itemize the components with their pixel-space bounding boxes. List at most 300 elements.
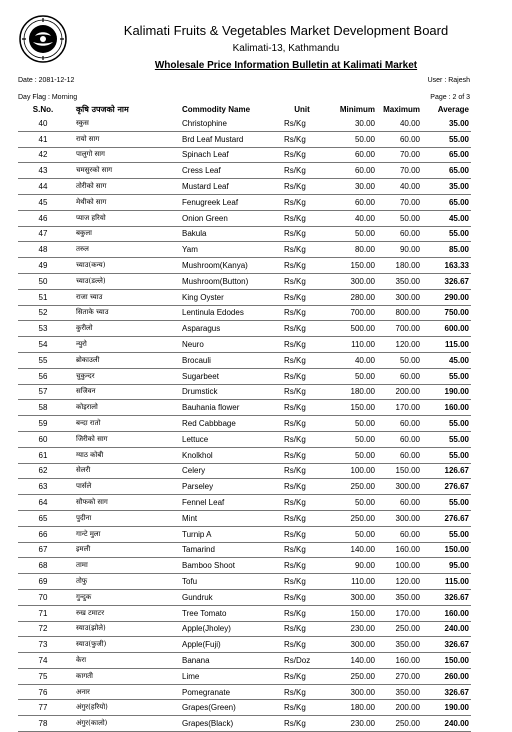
cell-average: 240.00: [444, 624, 469, 634]
cell-average: 55.00: [448, 371, 469, 381]
cell-average: 65.00: [448, 197, 469, 207]
cell-minimum: 110.00: [351, 340, 375, 350]
cell-commodity: Apple(Jholey): [182, 624, 231, 634]
cell-average: 326.67: [444, 592, 469, 602]
table-row: [18, 131, 471, 147]
cell-average: 85.00: [448, 245, 469, 255]
cell-maximum: 70.00: [399, 166, 420, 176]
cell-maximum: 70.00: [399, 150, 420, 160]
cell-average: 65.00: [448, 166, 469, 176]
cell-average: 115.00: [444, 577, 469, 586]
cell-nepali-name: केरा: [76, 655, 87, 664]
cell-unit: Rs/Kg: [284, 292, 306, 302]
cell-average: 326.67: [444, 640, 469, 650]
col-header-commodity: Commodity Name: [182, 105, 251, 114]
cell-average: 750.00: [444, 308, 469, 318]
cell-minimum: 140.00: [350, 655, 375, 665]
cell-average: 160.00: [444, 403, 469, 413]
cell-unit: Rs/Kg: [284, 118, 306, 128]
cell-sno: 68: [38, 561, 48, 571]
cell-sno: 75: [38, 671, 48, 681]
cell-minimum: 150.00: [350, 261, 375, 271]
cell-commodity: Brocauli: [182, 355, 211, 365]
table-row: [18, 510, 471, 526]
table-row: [18, 668, 471, 684]
cell-unit: Rs/Doz: [284, 655, 311, 665]
table-row: [18, 210, 471, 226]
cell-nepali-name: ब्रोकाउली: [76, 355, 100, 364]
cell-maximum: 120.00: [395, 340, 420, 350]
cell-maximum: 270.00: [395, 671, 420, 681]
cell-commodity: Mint: [182, 513, 198, 523]
cell-average: 276.67: [444, 482, 469, 492]
cell-minimum: 50.00: [354, 498, 375, 508]
cell-minimum: 50.00: [354, 419, 375, 429]
cell-nepali-name: च्याउ(कन्य): [76, 261, 106, 270]
cell-maximum: 250.00: [395, 719, 420, 729]
report-user: User : Rajesh: [427, 77, 470, 84]
cell-commodity: Bakula: [182, 229, 207, 239]
cell-unit: Rs/Kg: [284, 498, 306, 508]
cell-nepali-name: मेथीको साग: [76, 197, 107, 206]
table-row: [18, 273, 471, 289]
cell-nepali-name: तोरीको साग: [76, 182, 107, 191]
cell-sno: 41: [38, 134, 48, 144]
cell-average: 65.00: [448, 150, 469, 160]
cell-commodity: Grapes(Black): [182, 719, 234, 729]
cell-sno: 55: [38, 355, 48, 365]
cell-minimum: 50.00: [354, 134, 375, 144]
cell-sno: 73: [38, 640, 48, 650]
cell-unit: Rs/Kg: [284, 245, 306, 255]
cell-nepali-name: सिताके च्याउ: [76, 308, 109, 317]
cell-nepali-name: सौफको साग: [76, 498, 108, 507]
cell-average: 115.00: [444, 340, 469, 350]
cell-commodity: Fenugreek Leaf: [182, 197, 239, 207]
cell-average: 126.67: [444, 466, 469, 476]
cell-maximum: 170.00: [395, 403, 420, 413]
table-row: [18, 479, 471, 495]
table-row: [18, 368, 471, 384]
cell-average: 600.00: [444, 324, 469, 334]
cell-maximum: 160.00: [395, 655, 420, 665]
cell-minimum: 30.00: [354, 118, 375, 128]
cell-maximum: 60.00: [399, 419, 420, 429]
cell-maximum: 300.00: [395, 513, 420, 523]
cell-average: 55.00: [448, 419, 469, 429]
cell-commodity: Brd Leaf Mustard: [182, 134, 244, 144]
table-row: [18, 116, 471, 131]
cell-commodity: Cress Leaf: [182, 166, 221, 176]
cell-unit: Rs/Kg: [284, 403, 306, 413]
cell-sno: 56: [38, 371, 48, 381]
cell-commodity: Bauhania flower: [182, 403, 240, 413]
cell-minimum: 300.00: [350, 592, 375, 602]
cell-sno: 58: [38, 403, 48, 413]
cell-maximum: 60.00: [399, 134, 420, 144]
cell-minimum: 90.00: [354, 561, 375, 571]
page-number: Page : 2 of 3: [430, 94, 470, 101]
cell-unit: Rs/Kg: [284, 419, 306, 429]
cell-nepali-name: गान्टे मुला: [76, 529, 101, 538]
table-row: [18, 258, 471, 274]
cell-nepali-name: तरुल: [76, 245, 89, 254]
cell-unit: Rs/Kg: [284, 513, 306, 523]
cell-sno: 65: [38, 513, 48, 523]
cell-nepali-name: न्युरो: [76, 340, 87, 349]
cell-nepali-name: रायो साग: [76, 134, 100, 143]
table-row: [18, 621, 471, 637]
cell-nepali-name: गुन्दुक: [76, 592, 92, 601]
document-header: [60, 22, 512, 73]
cell-commodity: Spinach Leaf: [182, 150, 229, 160]
cell-nepali-name: पुदीना: [76, 513, 92, 522]
cell-nepali-name: तोफु: [76, 577, 88, 585]
cell-minimum: 40.00: [354, 213, 375, 223]
cell-sno: 66: [38, 529, 48, 539]
cell-unit: Rs/Kg: [284, 340, 306, 350]
cell-nepali-name: इमली: [76, 545, 91, 554]
cell-commodity: Banana: [182, 655, 210, 665]
cell-maximum: 60.00: [399, 371, 420, 381]
cell-maximum: 350.00: [395, 592, 420, 602]
cell-commodity: Christophine: [182, 118, 227, 128]
cell-commodity: Lettuce: [182, 434, 209, 444]
cell-nepali-name: अनार: [76, 687, 90, 696]
cell-unit: Rs/Kg: [284, 134, 306, 144]
cell-unit: Rs/Kg: [284, 703, 306, 713]
cell-sno: 77: [38, 703, 48, 713]
cell-maximum: 350.00: [395, 687, 420, 697]
cell-unit: Rs/Kg: [284, 229, 306, 239]
table-row: [18, 431, 471, 447]
cell-sno: 62: [38, 466, 48, 476]
table-row: [18, 242, 471, 258]
cell-minimum: 500.00: [350, 324, 375, 334]
report-date: Date : 2081-12-12: [18, 77, 75, 84]
cell-nepali-name: सेलरी: [76, 466, 91, 475]
cell-average: 55.00: [448, 134, 469, 144]
cell-maximum: 50.00: [399, 355, 420, 365]
cell-average: 95.00: [448, 561, 469, 571]
cell-minimum: 300.00: [350, 276, 375, 286]
board-address: Kalimati-13, Kathmandu: [232, 43, 340, 54]
cell-commodity: Pomegranate: [182, 687, 231, 697]
cell-maximum: 40.00: [399, 118, 420, 128]
cell-unit: Rs/Kg: [284, 182, 306, 192]
table-row: [18, 147, 471, 163]
cell-sno: 69: [38, 577, 48, 586]
cell-nepali-name: बकुला: [76, 229, 92, 238]
cell-minimum: 700.00: [350, 308, 375, 318]
cell-average: 260.00: [444, 671, 469, 681]
cell-nepali-name: सजिवन: [76, 387, 96, 396]
cell-average: 55.00: [448, 498, 469, 508]
cell-minimum: 30.00: [354, 182, 375, 192]
cell-unit: Rs/Kg: [284, 687, 306, 697]
cell-minimum: 150.00: [350, 403, 375, 413]
cell-minimum: 60.00: [354, 150, 375, 160]
table-row: [18, 495, 471, 511]
cell-sno: 40: [38, 118, 48, 128]
col-header-unit: Unit: [294, 105, 310, 114]
table-row: [18, 384, 471, 400]
cell-minimum: 180.00: [350, 387, 375, 397]
cell-sno: 74: [38, 655, 48, 665]
cell-commodity: Red Cabbbage: [182, 419, 236, 429]
cell-commodity: Parseley: [182, 482, 214, 492]
cell-sno: 59: [38, 419, 48, 429]
cell-minimum: 150.00: [350, 608, 375, 618]
cell-unit: Rs/Kg: [284, 261, 306, 271]
cell-nepali-name: पार्सले: [76, 482, 92, 491]
table-row: [18, 416, 471, 432]
cell-maximum: 60.00: [399, 229, 420, 239]
cell-commodity: Lime: [182, 671, 200, 681]
cell-nepali-name: स्याउ(फुजी): [76, 640, 107, 649]
cell-maximum: 60.00: [399, 434, 420, 444]
cell-nepali-name: स्कुस: [76, 118, 89, 127]
cell-minimum: 300.00: [350, 640, 375, 650]
cell-unit: Rs/Kg: [284, 324, 306, 334]
cell-minimum: 40.00: [354, 355, 375, 365]
table-row: [18, 684, 471, 700]
col-header-minimum: Minimum: [339, 105, 375, 114]
cell-maximum: 60.00: [399, 529, 420, 539]
cell-average: 326.67: [444, 276, 469, 286]
cell-unit: Rs/Kg: [284, 719, 306, 729]
cell-average: 276.67: [444, 513, 469, 523]
cell-sno: 47: [38, 229, 48, 239]
table-row: [18, 542, 471, 558]
cell-nepali-name: चमसुरको साग: [76, 166, 113, 175]
cell-average: 150.00: [444, 655, 469, 665]
cell-sno: 53: [38, 324, 48, 334]
cell-maximum: 40.00: [399, 182, 420, 192]
cell-nepali-name: जिरीको साग: [76, 434, 108, 443]
col-header-average: Average: [437, 105, 469, 114]
cell-sno: 51: [38, 292, 48, 302]
cell-sno: 43: [38, 166, 48, 176]
cell-sno: 46: [38, 213, 48, 223]
table-row: [18, 716, 471, 732]
bulletin-title: Wholesale Price Information Bulletin at Kalimati Market: [154, 60, 418, 71]
cell-sno: 49: [38, 261, 48, 271]
cell-average: 35.00: [448, 182, 469, 192]
cell-unit: Rs/Kg: [284, 592, 306, 602]
cell-sno: 72: [38, 624, 48, 634]
cell-unit: Rs/Kg: [284, 671, 306, 681]
cell-average: 55.00: [448, 529, 469, 539]
cell-average: 55.00: [448, 450, 469, 460]
cell-commodity: Tamarind: [182, 545, 215, 555]
cell-sno: 67: [38, 545, 48, 555]
cell-commodity: Fennel Leaf: [182, 498, 225, 508]
cell-unit: Rs/Kg: [284, 466, 306, 476]
col-header-maximum: Maximum: [383, 105, 420, 114]
cell-maximum: 160.00: [395, 545, 420, 555]
cell-nepali-name: प्याज हरियो: [76, 213, 106, 222]
cell-average: 240.00: [444, 719, 469, 729]
cell-minimum: 250.00: [350, 482, 375, 492]
table-row: [18, 653, 471, 669]
cell-nepali-name: अंगुर(कालो): [76, 719, 108, 728]
table-row: [18, 400, 471, 416]
cell-maximum: 60.00: [399, 450, 420, 460]
cell-average: 326.67: [444, 687, 469, 697]
cell-maximum: 350.00: [395, 640, 420, 650]
table-row: [18, 463, 471, 479]
cell-minimum: 280.00: [350, 292, 375, 302]
cell-unit: Rs/Kg: [284, 166, 306, 176]
cell-unit: Rs/Kg: [284, 276, 306, 286]
cell-maximum: 50.00: [399, 213, 420, 223]
cell-commodity: Neuro: [182, 340, 204, 350]
cell-commodity: Apple(Fuji): [182, 640, 221, 650]
cell-unit: Rs/Kg: [284, 387, 306, 397]
cell-minimum: 300.00: [350, 687, 375, 697]
cell-maximum: 100.00: [395, 561, 420, 571]
cell-average: 45.00: [448, 355, 469, 365]
table-row: [18, 194, 471, 210]
cell-minimum: 100.00: [350, 466, 375, 476]
cell-average: 150.00: [444, 545, 469, 555]
cell-commodity: King Oyster: [182, 292, 224, 302]
cell-unit: Rs/Kg: [284, 213, 306, 223]
cell-minimum: 250.00: [350, 513, 375, 523]
cell-commodity: Sugarbeet: [182, 371, 219, 381]
cell-nepali-name: कुरीलो: [76, 324, 93, 333]
cell-sno: 48: [38, 245, 48, 255]
col-header-nepali-name: कृषि उपजको नाम: [76, 105, 129, 114]
cell-unit: Rs/Kg: [284, 450, 306, 460]
cell-minimum: 50.00: [354, 450, 375, 460]
cell-maximum: 200.00: [395, 703, 420, 713]
cell-minimum: 110.00: [351, 577, 375, 586]
table-row: [18, 700, 471, 716]
cell-maximum: 700.00: [395, 324, 420, 334]
cell-sno: 71: [38, 608, 48, 618]
day-flag: Day Flag : Morning: [18, 94, 78, 101]
table-row: [18, 163, 471, 179]
cell-sno: 45: [38, 197, 48, 207]
cell-unit: Rs/Kg: [284, 355, 306, 365]
cell-commodity: Yam: [182, 245, 198, 255]
price-table: [18, 103, 471, 732]
cell-maximum: 200.00: [395, 387, 420, 397]
table-row: [18, 574, 471, 590]
cell-commodity: Gundruk: [182, 592, 213, 602]
cell-maximum: 70.00: [399, 197, 420, 207]
cell-average: 163.33: [444, 261, 469, 271]
table-row: [18, 558, 471, 574]
cell-commodity: Grapes(Green): [182, 703, 236, 713]
cell-commodity: Celery: [182, 466, 206, 476]
cell-unit: Rs/Kg: [284, 434, 306, 444]
cell-unit: Rs/Kg: [284, 545, 306, 555]
table-row: [18, 352, 471, 368]
cell-unit: Rs/Kg: [284, 640, 306, 650]
price-table-body: [18, 116, 471, 732]
cell-nepali-name: राजा च्याउ: [76, 292, 103, 301]
cell-nepali-name: तामा: [76, 561, 88, 570]
cell-nepali-name: ग्याठ कोबी: [76, 450, 104, 459]
table-row: [18, 321, 471, 337]
cell-maximum: 180.00: [395, 261, 420, 271]
cell-average: 55.00: [448, 434, 469, 444]
cell-commodity: Mustard Leaf: [182, 182, 229, 192]
cell-nepali-name: बन्दा रातो: [76, 419, 101, 428]
cell-sno: 42: [38, 150, 48, 160]
table-row: [18, 179, 471, 195]
cell-unit: Rs/Kg: [284, 482, 306, 492]
cell-nepali-name: अंगुर(हरियो): [76, 703, 108, 712]
cell-minimum: 180.00: [350, 703, 375, 713]
cell-commodity: Tofu: [182, 577, 198, 586]
cell-minimum: 60.00: [354, 166, 375, 176]
cell-unit: Rs/Kg: [284, 308, 306, 318]
cell-commodity: Onion Green: [182, 213, 228, 223]
cell-minimum: 60.00: [354, 197, 375, 207]
table-row: [18, 526, 471, 542]
cell-minimum: 230.00: [350, 624, 375, 634]
cell-sno: 50: [38, 276, 48, 286]
cell-commodity: Asparagus: [182, 324, 221, 334]
cell-maximum: 350.00: [395, 276, 420, 286]
cell-unit: Rs/Kg: [284, 608, 306, 618]
cell-minimum: 250.00: [350, 671, 375, 681]
cell-minimum: 50.00: [354, 529, 375, 539]
table-row: [18, 337, 471, 353]
cell-minimum: 140.00: [350, 545, 375, 555]
cell-maximum: 300.00: [395, 292, 420, 302]
cell-sno: 60: [38, 434, 48, 444]
cell-sno: 78: [38, 719, 48, 729]
cell-unit: Rs/Kg: [284, 561, 306, 571]
cell-sno: 64: [38, 498, 48, 508]
table-row: [18, 637, 471, 653]
cell-maximum: 250.00: [395, 624, 420, 634]
cell-sno: 57: [38, 387, 48, 397]
board-name: Kalimati Fruits & Vegetables Market Development Board: [123, 23, 449, 38]
cell-commodity: Mushroom(Kanya): [182, 261, 248, 271]
cell-nepali-name: स्याउ(झोले): [76, 624, 106, 633]
cell-unit: Rs/Kg: [284, 197, 306, 207]
cell-unit: Rs/Kg: [284, 529, 306, 539]
cell-average: 190.00: [444, 387, 469, 397]
cell-sno: 70: [38, 592, 48, 602]
table-row: [18, 605, 471, 621]
cell-average: 290.00: [444, 292, 469, 302]
cell-sno: 54: [38, 340, 48, 350]
cell-average: 35.00: [448, 118, 469, 128]
cell-minimum: 50.00: [354, 371, 375, 381]
cell-sno: 44: [38, 182, 48, 192]
cell-unit: Rs/Kg: [284, 150, 306, 160]
cell-average: 55.00: [448, 229, 469, 239]
cell-maximum: 150.00: [395, 466, 420, 476]
cell-commodity: Knolkhol: [182, 450, 213, 460]
cell-sno: 63: [38, 482, 48, 492]
table-row: [18, 447, 471, 463]
cell-average: 190.00: [444, 703, 469, 713]
cell-minimum: 80.00: [354, 245, 375, 255]
cell-commodity: Turnip A: [182, 529, 212, 539]
cell-nepali-name: चुकुन्दर: [76, 371, 95, 380]
cell-unit: Rs/Kg: [284, 624, 306, 634]
cell-commodity: Drumstick: [182, 387, 218, 397]
cell-maximum: 300.00: [395, 482, 420, 492]
